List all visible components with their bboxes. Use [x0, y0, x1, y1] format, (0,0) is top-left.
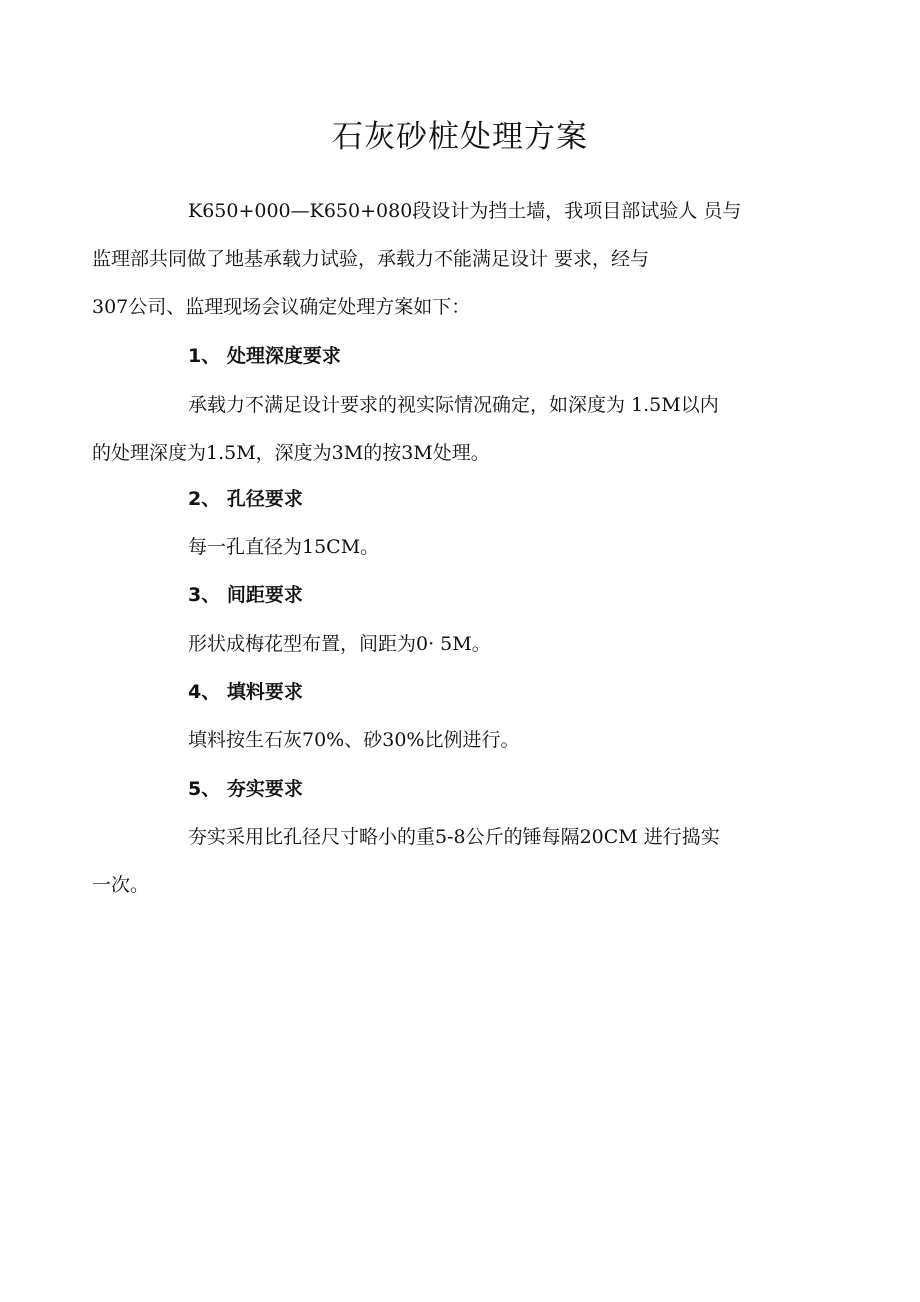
- section-4-heading: 4、 填料要求: [188, 681, 303, 703]
- section-1-line-1: 承载力不满足设计要求的视实际情况确定，如深度为 1.5M以内: [188, 394, 719, 416]
- section-2-line-1: 每一孔直径为15CM。: [188, 536, 380, 558]
- section-4-paragraph: [140, 716, 788, 764]
- intro-line-3: 307公司、监理现场会议确定处理方案如下：: [92, 296, 471, 318]
- section-2-paragraph: [140, 523, 788, 571]
- intro-line-1: K650+000—K650+080段设计为挡土墙，我项目部试验人 员与: [188, 200, 742, 222]
- section-4-line-1: 填料按生石灰70%、砂30%比例进行。: [188, 729, 520, 751]
- section-1-heading: 1、 处理深度要求: [188, 345, 341, 367]
- section-3-line-1: 形状成梅花型布置，间距为0· 5M。: [188, 633, 491, 655]
- section-3-heading: 3、 间距要求: [188, 584, 303, 606]
- intro-line-2: 监理部共同做了地基承载力试验，承载力不能满足设计 要求，经与: [92, 248, 650, 270]
- section-5-line-2: 一次。: [92, 874, 150, 896]
- document-title: 石灰砂桩处理方案: [332, 119, 588, 155]
- section-5-heading: 5、 夯实要求: [188, 778, 303, 800]
- section-2-heading: 2、 孔径要求: [188, 488, 303, 510]
- intro-paragraph: [92, 187, 788, 331]
- section-5-paragraph: [92, 813, 788, 909]
- section-1-line-2: 的处理深度为1.5M，深度为3M的按3M处理。: [92, 442, 490, 464]
- section-3-paragraph: [140, 620, 788, 668]
- section-1-paragraph: [92, 381, 788, 477]
- section-5-line-1: 夯实采用比孔径尺寸略小的重5-8公斤的锤每隔20CM 进行捣实: [188, 826, 720, 848]
